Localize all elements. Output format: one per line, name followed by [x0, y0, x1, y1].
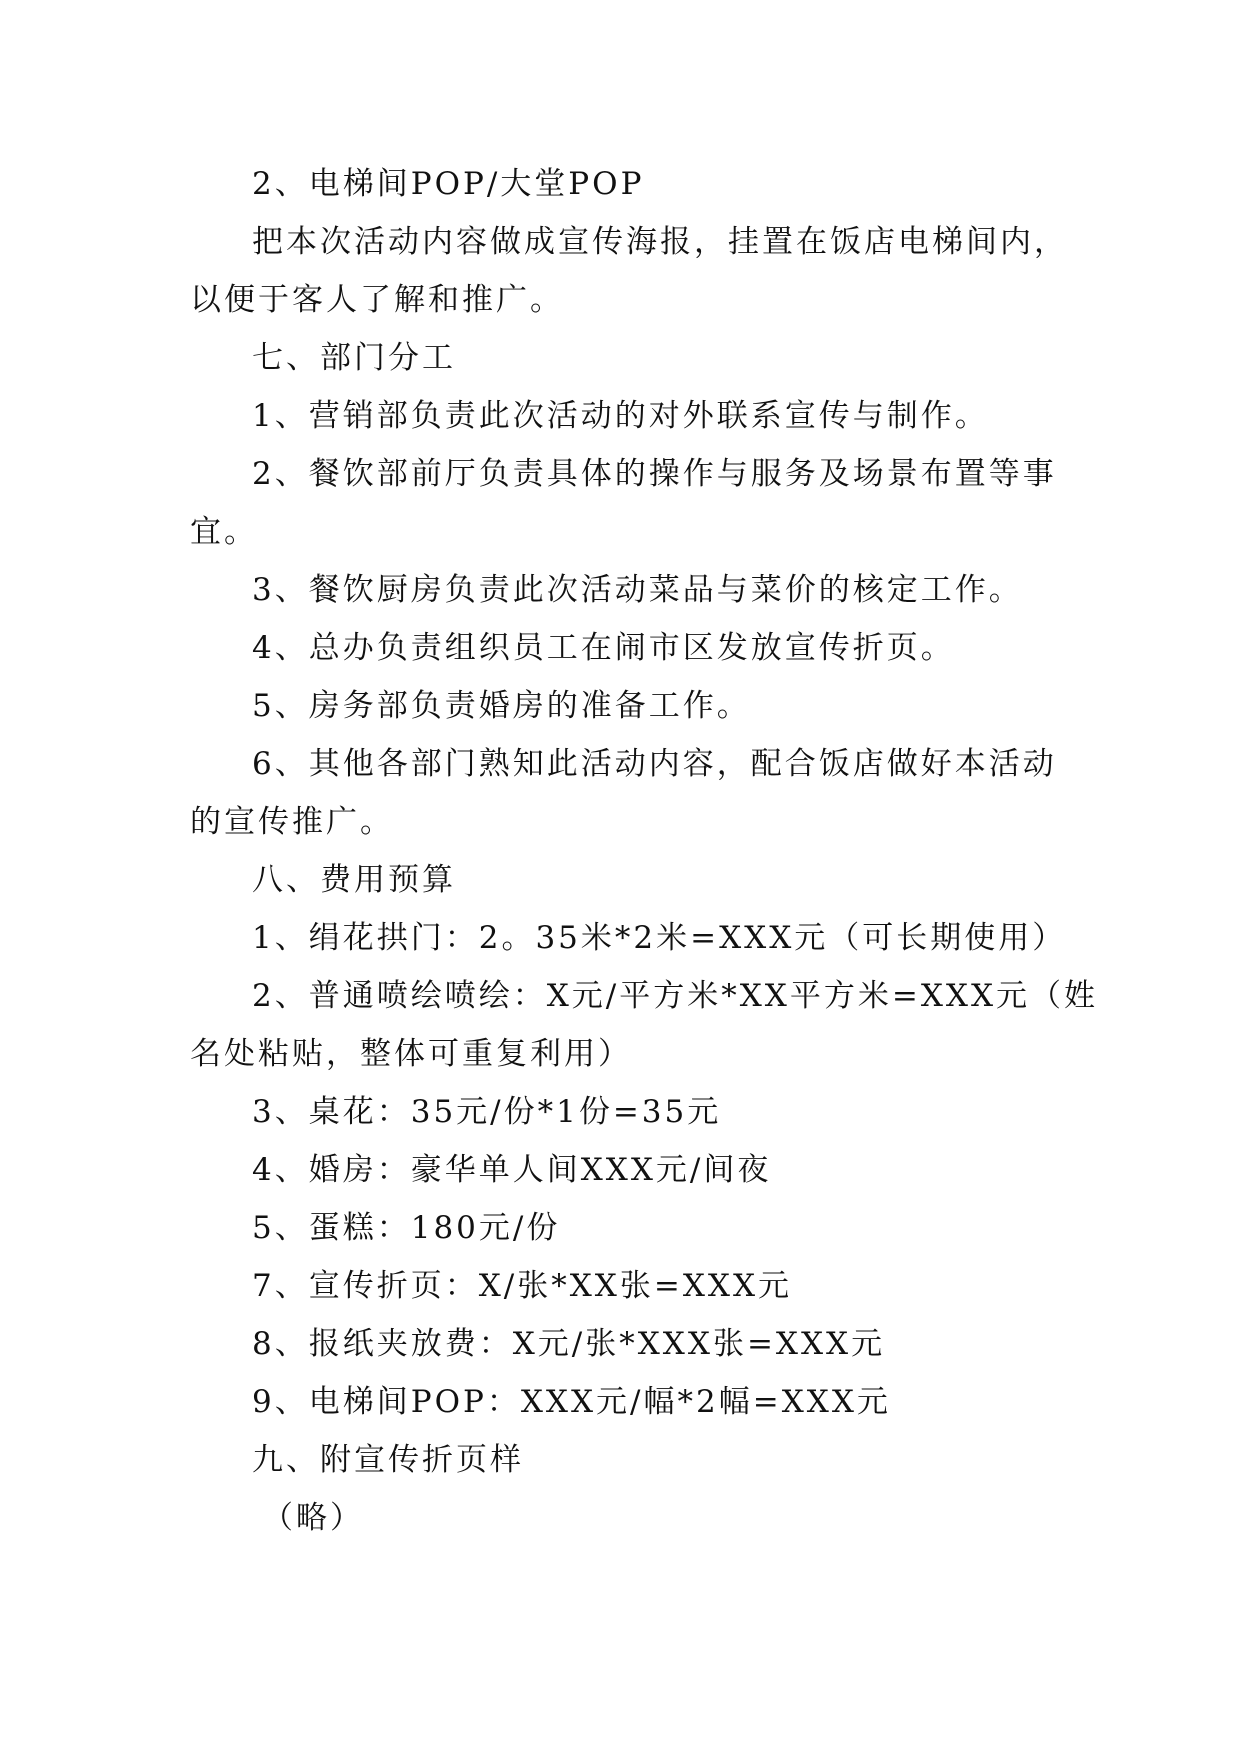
budget-item-brochure: 7、宣传折页：X/张*XX张=XXX元 — [252, 1268, 793, 1304]
subitem-elevator-pop: 2、电梯间POP/大堂POP — [252, 166, 645, 202]
list-item-catering-front-line-2: 宜。 — [190, 514, 258, 550]
budget-item-newspaper-insert: 8、报纸夹放费：X元/张*XXX张=XXX元 — [252, 1326, 886, 1362]
list-item-other-departments-line-2: 的宣传推广。 — [190, 804, 394, 840]
budget-item-printing-line-2: 名处粘贴，整体可重复利用） — [190, 1036, 632, 1072]
budget-item-table-flowers: 3、桌花：35元/份*1份=35元 — [252, 1094, 722, 1130]
budget-item-printing-line-1: 2、普通喷绘喷绘：X元/平方米*XX平方米=XXX元（姓 — [252, 978, 1099, 1014]
budget-item-wedding-room: 4、婚房：豪华单人间XXX元/间夜 — [252, 1152, 772, 1188]
list-item-kitchen: 3、餐饮厨房负责此次活动菜品与菜价的核定工作。 — [252, 572, 1023, 608]
paragraph-poster-line-2: 以便于客人了解和推广。 — [190, 282, 564, 318]
section-heading-brochure-sample: 九、附宣传折页样 — [252, 1442, 524, 1478]
section-heading-budget: 八、费用预算 — [252, 862, 456, 898]
paragraph-poster-line-1: 把本次活动内容做成宣传海报，挂置在饭店电梯间内， — [252, 224, 1068, 260]
budget-item-elevator-pop: 9、电梯间POP：XXX元/幅*2幅=XXX元 — [252, 1384, 891, 1420]
list-item-housekeeping: 5、房务部负责婚房的准备工作。 — [252, 688, 751, 724]
section-heading-department-division: 七、部门分工 — [252, 340, 456, 376]
list-item-other-departments-line-1: 6、其他各部门熟知此活动内容，配合饭店做好本活动 — [252, 746, 1057, 782]
omitted-note: （略） — [262, 1500, 364, 1536]
list-item-general-office: 4、总办负责组织员工在闹市区发放宣传折页。 — [252, 630, 955, 666]
budget-item-cake: 5、蛋糕：180元/份 — [252, 1210, 561, 1246]
list-item-catering-front-line-1: 2、餐饮部前厅负责具体的操作与服务及场景布置等事 — [252, 456, 1057, 492]
list-item-marketing: 1、营销部负责此次活动的对外联系宣传与制作。 — [252, 398, 989, 434]
budget-item-arch: 1、绢花拱门：2。35米*2米=XXX元（可长期使用） — [252, 920, 1067, 956]
